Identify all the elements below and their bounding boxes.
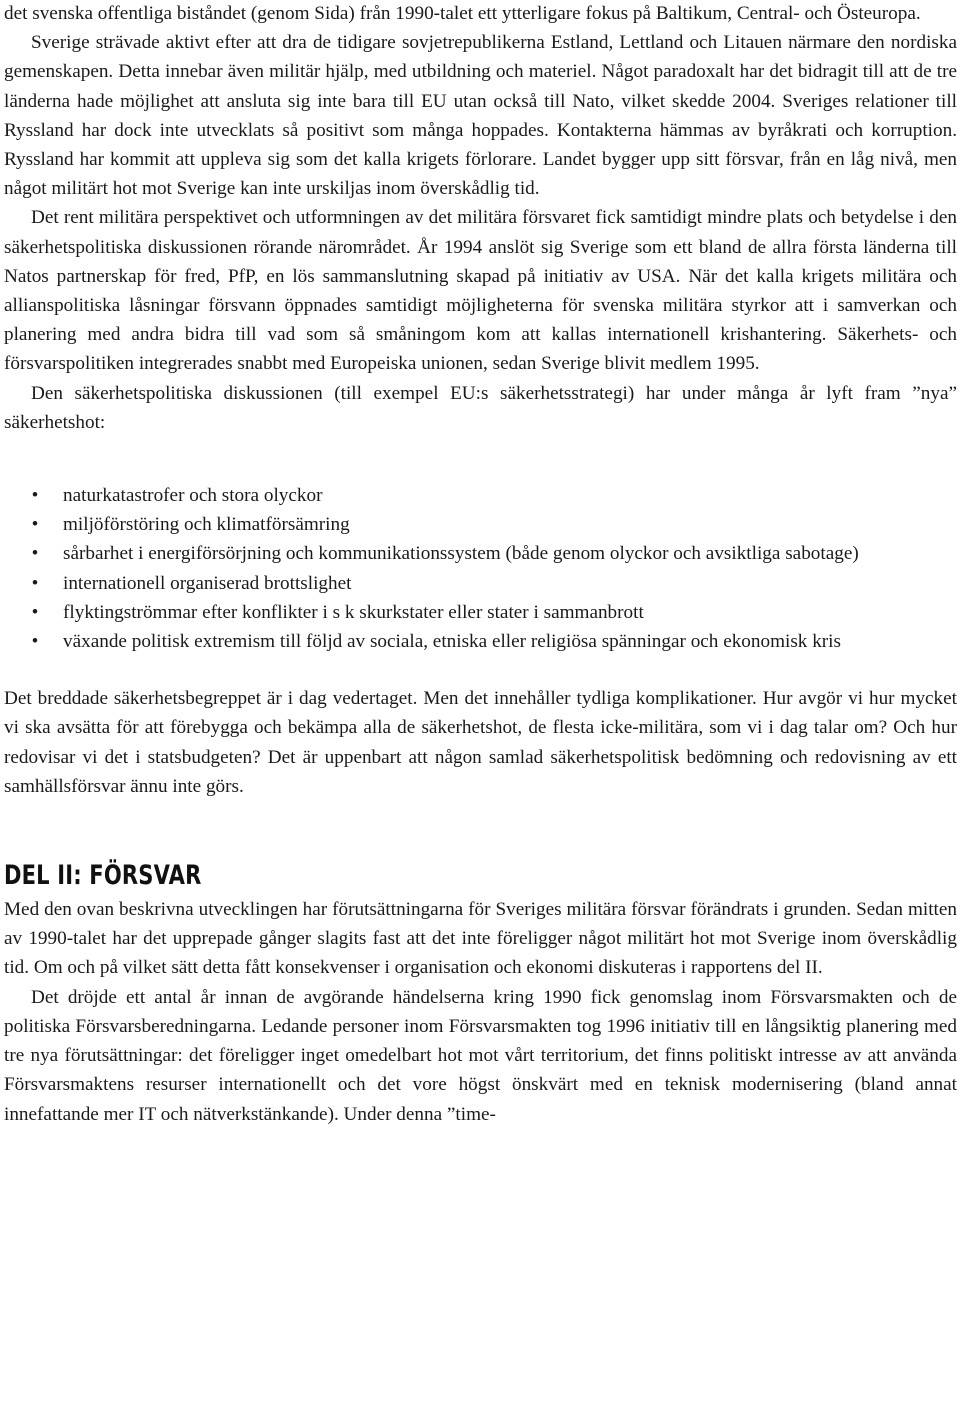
list-item xyxy=(4,481,957,510)
bullet-icon: • xyxy=(31,485,39,507)
paragraph-baltic-states: Sverige strävade aktivt efter att dra de tidigare sovjetrepublikerna Estland, Lettland och Litauen närmare den nordiska gemenskapen. Detta innebar även militär hjälp, med utbildning och materiel. Något paradoxalt har det bidragit till att de tre länderna hade möjlighet att ansluta sig inte bara till EU utan också till Nato, vilket skedde 2004. Sveriges relationer till Ryssland har dock inte utvecklats så positivt som många hoppades. Kontakterna hämmas av byråkrati och korruption. Ryssland har kommit att uppleva sig som det kalla krigets förlorare. Landet bygger upp sitt försvar, från en låg nivå, men något militärt hot mot Sverige kan inte urskiljas inom överskådlig tid. xyxy=(4,32,957,200)
paragraph-baltic-aid: det svenska offentliga biståndet (genom Sida) från 1990-talet ett ytterligare fokus på Baltikum, Central- och Östeuropa. xyxy=(4,3,921,24)
list-item-text: flyktingströmmar efter konflikter i s k skurkstater eller stater i sammanbrott xyxy=(63,601,644,623)
bullet-icon: • xyxy=(31,601,39,623)
paragraph-military-perspective: Det rent militära perspektivet och utformningen av det militära försvaret fick samtidigt mindre plats och betydelse i den säkerhetspolitiska diskussionen rörande närområdet. År 1994 anslöt sig Sverige som ett bland de allra första länderna till Natos partnerskap för fred, PfP, en lös sammanslutning skapad på initiativ av USA. När det kalla krigets militära och allianspolitiska låsningar försvann öppnades samtidigt möjligheterna för svenska militära styrkor att i samverkan och planering med andra bidra till vad som så småningom kom att kallas internationell krishantering. Säkerhets- och försvarspolitiken integrerades snabbt med Europeiska unionen, sedan Sverige blivit medlem 1995. xyxy=(4,207,957,375)
list-item-text: internationell organiserad brottslighet xyxy=(63,572,352,594)
paragraph-new-threats-intro: Den säkerhetspolitiska diskussionen (till exempel EU:s säkerhetsstrategi) har under många år lyft fram ”nya” säkerhetshot: xyxy=(4,382,957,433)
bullet-icon: • xyxy=(31,631,39,653)
list-item-text: naturkatastrofer och stora olyckor xyxy=(63,485,323,507)
list-item-text: miljöförstöring och klimatförsämring xyxy=(63,514,350,536)
bullet-icon: • xyxy=(31,543,39,565)
list-item xyxy=(4,569,957,598)
paragraph-broadened-security: Det breddade säkerhetsbegreppet är i dag vedertaget. Men det innehåller tydliga komplikationer. Hur avgör vi hur mycket vi ska avsätta för att förebygga och bekämpa alla de säkerhetshot, de flesta icke-militära, som vi i dag talar om? Och hur redovisar vi det i statsbudgeten? Det är uppenbart att någon samlad säkerhetspolitisk bedömning och redovisning av ett samhällsförsvar ännu inte görs. xyxy=(4,688,957,797)
bullet-icon: • xyxy=(31,514,39,536)
paragraph-defence-conditions: Med den ovan beskrivna utvecklingen har förutsättningarna för Sveriges militära försvar förändrats i grunden. Sedan mitten av 1990-talet har det upprepade gånger slagits fast att det inte föreligger något militärt hot mot Sverige inom överskådlig tid. Om och på vilket sätt detta fått konsekvenser i organisation och ekonomi diskuteras i rapportens del II. xyxy=(4,899,957,979)
list-item-text: växande politisk extremism till följd av sociala, etniska eller religiösa spänningar och ekonomisk kris xyxy=(63,631,841,653)
list-item xyxy=(4,510,957,539)
list-item xyxy=(4,598,957,627)
list-item-text: sårbarhet i energiförsörjning och kommunikationssystem (både genom olyckor och avsiktliga sabotage) xyxy=(63,543,859,565)
section-heading: DEL II: FÖRSVAR xyxy=(4,860,202,892)
threat-list xyxy=(4,481,957,656)
document-page xyxy=(4,0,957,1129)
bullet-icon: • xyxy=(31,572,39,594)
paragraph-armed-forces-planning: Det dröjde ett antal år innan de avgörande händelserna kring 1990 fick genomslag inom Försvarsmakten och de politiska Försvarsberedningarna. Ledande personer inom Försvarsmakten tog 1996 initiativ till en långsiktig planering med tre nya förutsättningar: det föreligger inget omedelbart hot mot vårt territorium, det finns politiskt intresse av att använda Försvarsmaktens resurser internationellt och det vore högst önskvärt med en teknisk modernisering (bland annat innefattande mer IT och nätverkstänkande). Under denna ”time- xyxy=(4,986,957,1125)
list-item xyxy=(4,627,957,656)
list-item xyxy=(4,539,957,568)
